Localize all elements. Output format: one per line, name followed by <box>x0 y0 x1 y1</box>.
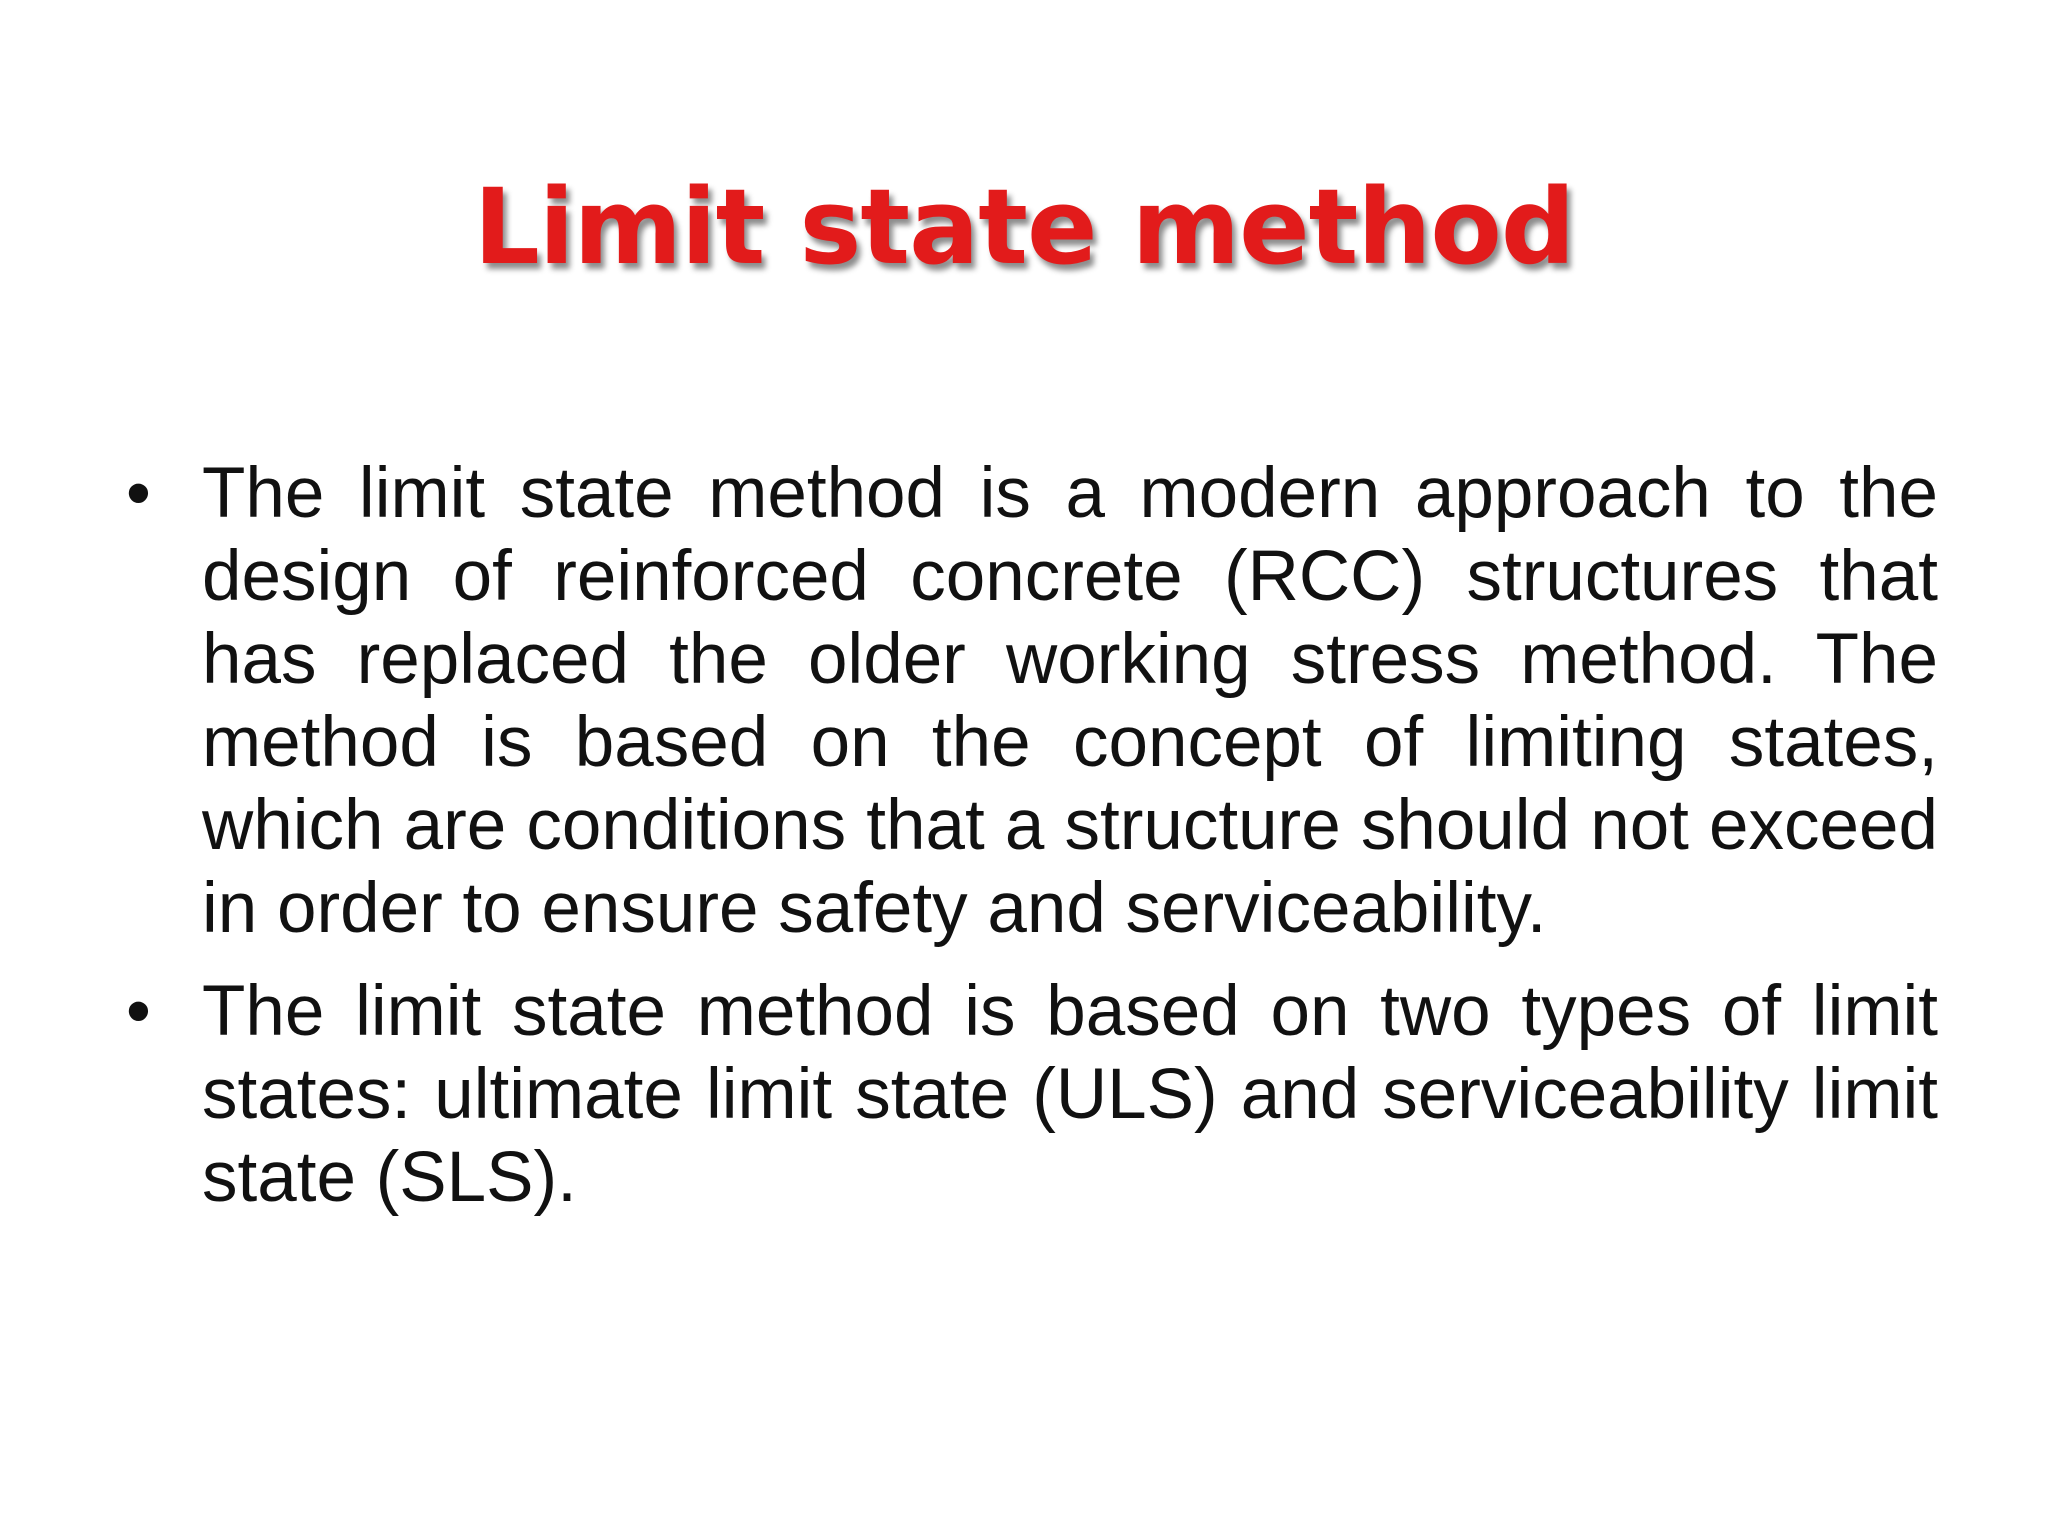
bullet-item <box>126 452 1938 950</box>
bullet-text: The limit state method is a modern approach to the design of reinforced concrete (RCC) structures that has replaced the older working stress method. The method is based on the concept of limiting states, which are conditions that a structure should not exceed in order to ensure safety and serviceability. <box>202 454 1938 948</box>
bullet-list <box>126 452 1938 1239</box>
slide-title: Limit state method <box>473 166 1575 288</box>
bullet-text: The limit state method is based on two types of limit states: ultimate limit state (ULS) and serviceability limit state (SLS). <box>202 972 1938 1217</box>
bullet-dot-icon: • <box>126 454 151 533</box>
bullet-dot-icon: • <box>126 972 151 1051</box>
bullet-item <box>126 970 1938 1219</box>
